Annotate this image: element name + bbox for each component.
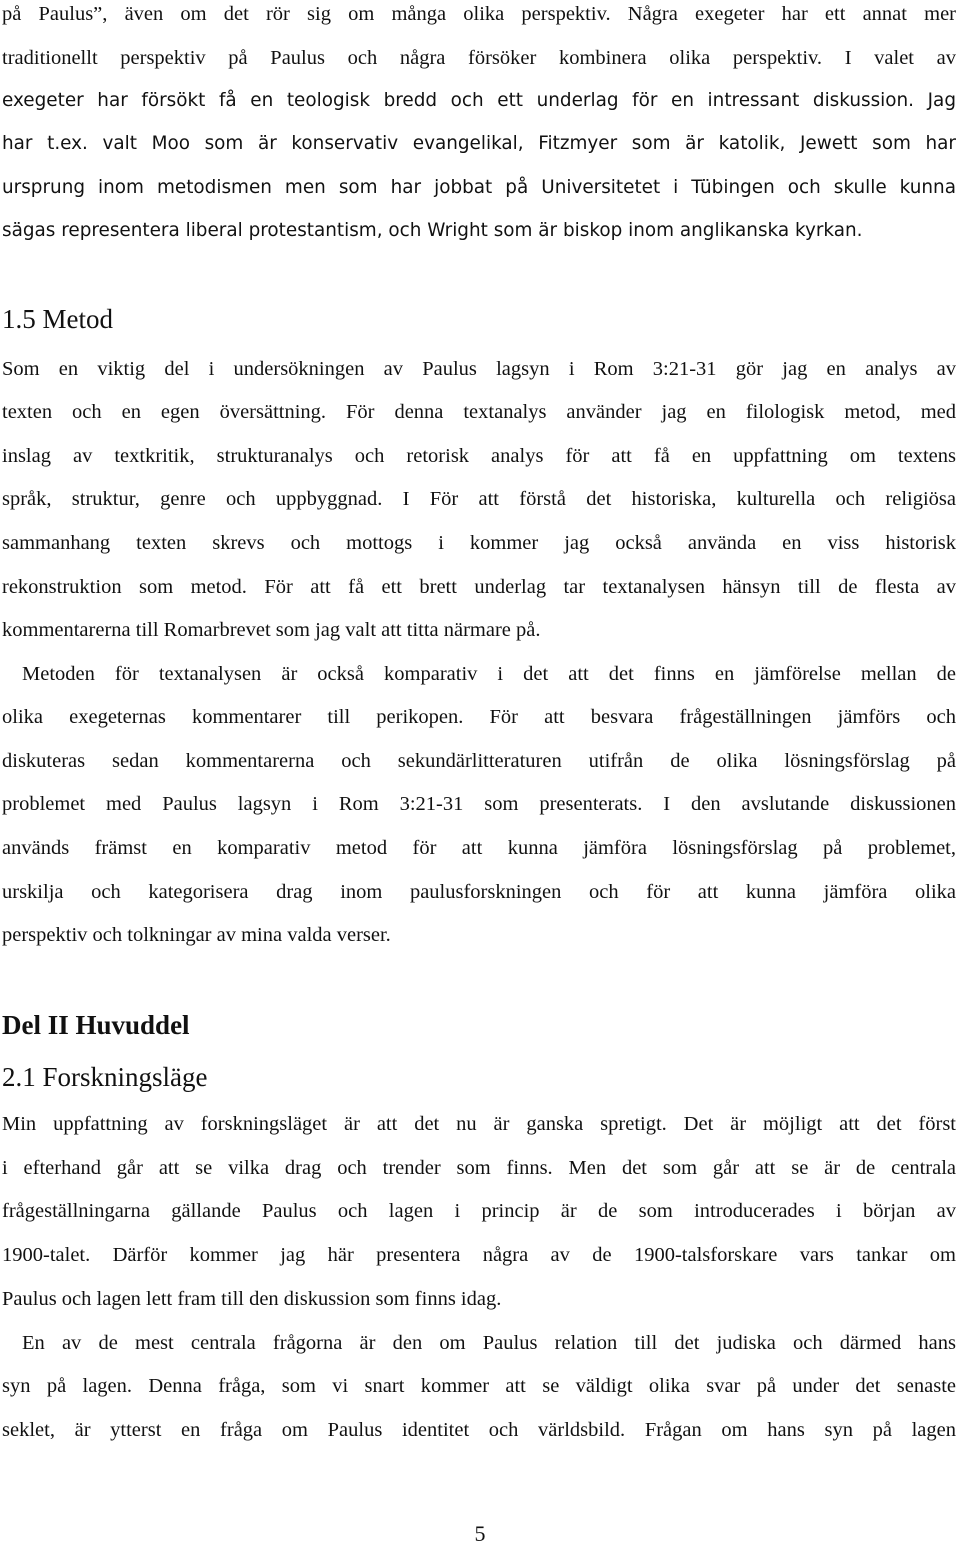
body-text-line: inslag av textkritik, strukturanalys och retorisk analys för att få en uppfattning om textens xyxy=(2,445,956,467)
body-text-line: språk, struktur, genre och uppbyggnad. I För att förstå det historiska, kulturella och religiösa xyxy=(2,488,956,510)
part-heading: Del II Huvuddel xyxy=(2,1010,190,1040)
body-text-line: 1900-talet. Därför kommer jag här presentera några av de 1900-talsforskare vars tankar om xyxy=(2,1244,956,1266)
body-text-line: diskuteras sedan kommentarerna och sekundärlitteraturen utifrån de olika lösningsförslag på xyxy=(2,750,956,772)
body-text-line: Metoden för textanalysen är också komparativ i det att det finns en jämförelse mellan de xyxy=(22,663,956,685)
body-text-line: olika exegeternas kommentarer till perikopen. För att besvara frågeställningen jämförs och xyxy=(2,706,956,728)
body-text-line: frågeställningarna gällande Paulus och lagen i princip är de som introducerades i början av xyxy=(2,1200,956,1222)
body-text-line: Som en viktig del i undersökningen av Paulus lagsyn i Rom 3:21-31 gör jag en analys av xyxy=(2,358,956,380)
page-number: 5 xyxy=(474,1521,486,1546)
body-text-line: på Paulus”, även om det rör sig om många olika perspektiv. Några exegeter har ett annat mer xyxy=(2,3,956,25)
body-text-line: Paulus och lagen lett fram till den diskussion som finns idag. xyxy=(2,1288,502,1310)
body-text-line: syn på lagen. Denna fråga, som vi snart kommer att se väldigt olika svar på under det senaste xyxy=(2,1375,956,1397)
section-heading: 1.5 Metod xyxy=(2,304,113,334)
body-text-line: perspektiv och tolkningar av mina valda verser. xyxy=(2,924,391,946)
body-text-line: exegeter har försökt få en teologisk bredd och ett underlag för en intressant diskussion. Jag xyxy=(2,90,956,111)
body-text-line: En av de mest centrala frågorna är den om Paulus relation till det judiska och därmed hans xyxy=(22,1332,956,1354)
body-text-line: i efterhand går att se vilka drag och trender som finns. Men det som går att se är de centrala xyxy=(2,1157,956,1179)
body-text-line: urskilja och kategorisera drag inom paulusforskningen och för att kunna jämföra olika xyxy=(2,881,956,903)
body-text-line: sammanhang texten skrevs och mottogs i kommer jag också använda en viss historisk xyxy=(2,532,956,554)
body-text-line: kommentarerna till Romarbrevet som jag valt att titta närmare på. xyxy=(2,619,541,641)
body-text-line: texten och en egen översättning. För denna textanalys använder jag en filologisk metod, med xyxy=(2,401,956,423)
body-text-line: problemet med Paulus lagsyn i Rom 3:21-31 som presenterats. I den avslutande diskussionen xyxy=(2,793,956,815)
body-text-line: ursprung inom metodismen men som har jobbat på Universitetet i Tübingen och skulle kunna xyxy=(2,177,956,198)
body-text-line: används främst en komparativ metod för att kunna jämföra lösningsförslag på problemet, xyxy=(2,837,956,859)
section-heading: 2.1 Forskningsläge xyxy=(2,1062,208,1092)
body-text-line: seklet, är ytterst en fråga om Paulus identitet och världsbild. Frågan om hans syn på lagen xyxy=(2,1419,956,1441)
body-text-line: Min uppfattning av forskningsläget är att det nu är ganska spretigt. Det är möjligt att det först xyxy=(2,1113,956,1135)
body-text-line: sägas representera liberal protestantism, och Wright som är biskop inom anglikanska kyrkan. xyxy=(2,220,863,241)
body-text-line: traditionellt perspektiv på Paulus och några försöker kombinera olika perspektiv. I valet av xyxy=(2,47,956,69)
body-text-line: har t.ex. valt Moo som är konservativ evangelikal, Fitzmyer som är katolik, Jewett som har xyxy=(2,133,956,154)
body-text-line: rekonstruktion som metod. För att få ett brett underlag tar textanalysen hänsyn till de flesta av xyxy=(2,576,956,598)
